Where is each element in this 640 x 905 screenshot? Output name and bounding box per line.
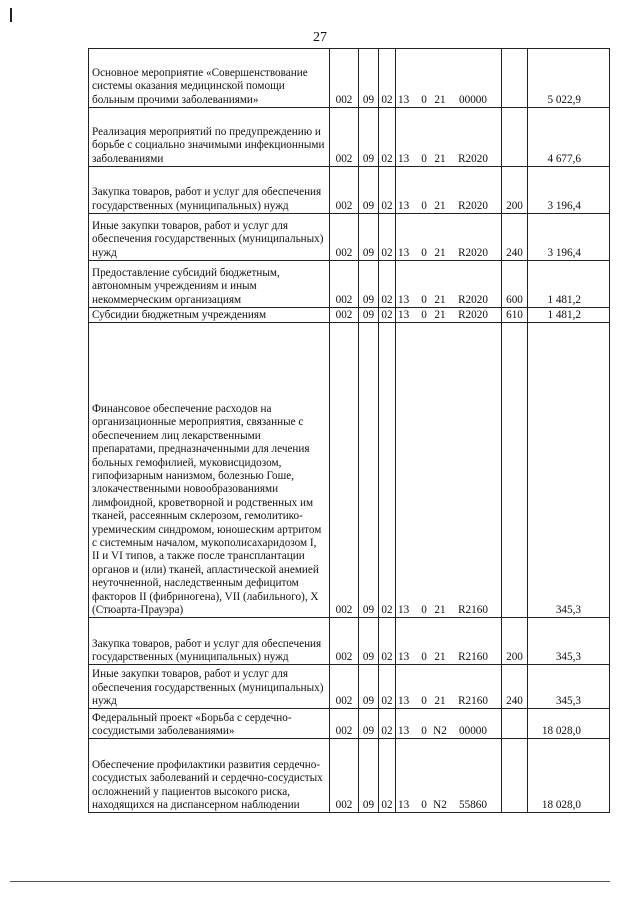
budget-table — [88, 48, 610, 813]
direction-code: R2020 — [458, 199, 488, 212]
subprogram-code: 0 — [421, 199, 427, 212]
expense-type-code: 600 — [502, 261, 528, 308]
subprogram-code: 0 — [421, 651, 427, 663]
target-article-code — [396, 214, 502, 261]
direction-code: R2020 — [458, 309, 488, 321]
section-code: 09 — [359, 665, 379, 709]
subsection-code: 02 — [379, 323, 396, 618]
expense-type-code: 610 — [502, 308, 528, 323]
row-name: Федеральный проект «Борьба с сердечно-сосудистыми заболеваниями» — [89, 709, 330, 739]
program-code: 13 — [398, 309, 410, 321]
subprogram-code: 0 — [421, 309, 427, 321]
event-code: N2 — [433, 725, 447, 737]
section-code: 09 — [359, 618, 379, 665]
event-code: 21 — [434, 199, 446, 212]
section-code: 09 — [359, 739, 379, 813]
target-article-code — [396, 665, 502, 709]
amount: 345,3 — [528, 323, 610, 618]
grbs-code: 002 — [330, 167, 359, 214]
subprogram-code: 0 — [421, 246, 427, 259]
program-code: 13 — [398, 695, 410, 707]
subprogram-code: 0 — [421, 695, 427, 707]
subsection-code: 02 — [379, 709, 396, 739]
table-row — [89, 261, 610, 308]
direction-code: 00000 — [459, 93, 487, 106]
grbs-code: 002 — [330, 261, 359, 308]
table-row — [89, 618, 610, 665]
program-code: 13 — [398, 799, 410, 811]
event-code: N2 — [433, 799, 447, 811]
target-article-code — [396, 108, 502, 167]
section-code: 09 — [359, 308, 379, 323]
table-row — [89, 49, 610, 108]
section-code: 09 — [359, 323, 379, 618]
direction-code: R2020 — [458, 246, 488, 259]
expense-type-code — [502, 323, 528, 618]
expense-type-code: 240 — [502, 214, 528, 261]
expense-type-code: 200 — [502, 618, 528, 665]
target-article-code — [396, 167, 502, 214]
table-row — [89, 323, 610, 618]
amount: 5 022,9 — [528, 49, 610, 108]
target-article-code — [396, 709, 502, 739]
target-article-code — [396, 739, 502, 813]
direction-code: R2020 — [458, 293, 488, 306]
expense-type-code — [502, 739, 528, 813]
direction-code: 00000 — [459, 725, 487, 737]
table-row — [89, 108, 610, 167]
subsection-code: 02 — [379, 308, 396, 323]
subsection-code: 02 — [379, 261, 396, 308]
direction-code: R2020 — [458, 152, 488, 165]
expense-type-code — [502, 108, 528, 167]
event-code: 21 — [434, 293, 446, 306]
direction-code: R2160 — [458, 695, 488, 707]
table-row — [89, 665, 610, 709]
target-article-code — [396, 618, 502, 665]
section-code: 09 — [359, 49, 379, 108]
target-article-code — [396, 323, 502, 618]
expense-type-code: 200 — [502, 167, 528, 214]
amount: 345,3 — [528, 665, 610, 709]
program-code: 13 — [398, 651, 410, 663]
amount: 18 028,0 — [528, 739, 610, 813]
amount: 18 028,0 — [528, 709, 610, 739]
subsection-code: 02 — [379, 49, 396, 108]
section-code: 09 — [359, 167, 379, 214]
subprogram-code: 0 — [421, 293, 427, 306]
program-code: 13 — [398, 199, 410, 212]
page-number: 27 — [313, 30, 327, 45]
target-article-code — [396, 261, 502, 308]
amount: 345,3 — [528, 618, 610, 665]
table-row — [89, 308, 610, 323]
direction-code: R2160 — [458, 651, 488, 663]
row-name: Закупка товаров, работ и услуг для обеспечения государственных (муниципальных) нужд — [89, 167, 330, 214]
subsection-code: 02 — [379, 214, 396, 261]
grbs-code: 002 — [330, 49, 359, 108]
row-name: Иные закупки товаров, работ и услуг для обеспечения государственных (муниципальных) нужд — [89, 665, 330, 709]
grbs-code: 002 — [330, 108, 359, 167]
row-name: Субсидии бюджетным учреждениям — [89, 308, 330, 323]
subsection-code: 02 — [379, 665, 396, 709]
program-code: 13 — [398, 725, 410, 737]
scan-edge-mark — [10, 8, 12, 22]
section-code: 09 — [359, 709, 379, 739]
subsection-code: 02 — [379, 108, 396, 167]
subprogram-code: 0 — [421, 799, 427, 811]
direction-code: R2160 — [458, 604, 488, 616]
event-code: 21 — [434, 152, 446, 165]
grbs-code: 002 — [330, 308, 359, 323]
program-code: 13 — [398, 293, 410, 306]
expense-type-code — [502, 709, 528, 739]
expense-type-code — [502, 49, 528, 108]
grbs-code: 002 — [330, 739, 359, 813]
program-code: 13 — [398, 246, 410, 259]
expense-type-code: 240 — [502, 665, 528, 709]
section-code: 09 — [359, 261, 379, 308]
amount: 3 196,4 — [528, 214, 610, 261]
grbs-code: 002 — [330, 323, 359, 618]
subprogram-code: 0 — [421, 93, 427, 106]
page-bottom-rule — [10, 881, 610, 882]
event-code: 21 — [434, 93, 446, 106]
table-row — [89, 709, 610, 739]
row-name: Основное мероприятие «Совершенствование системы оказания медицинской помощи больным прочими заболеваниями» — [89, 49, 330, 108]
subprogram-code: 0 — [421, 152, 427, 165]
event-code: 21 — [434, 651, 446, 663]
row-name: Реализация мероприятий по предупреждению и борьбе с социально значимыми инфекционными заболеваниями — [89, 108, 330, 167]
row-name: Обеспечение профилактики развития сердечно-сосудистых заболеваний и сердечно-сосудистых осложнений у пациентов высокого риска, находящихся на диспансерном наблюдении — [89, 739, 330, 813]
amount: 4 677,6 — [528, 108, 610, 167]
table-row — [89, 214, 610, 261]
section-code: 09 — [359, 108, 379, 167]
row-name: Финансовое обеспечение расходов на организационные мероприятия, связанные с обеспечением лиц лекарственными препаратами, предназначенными для лечения больных гемофилией, муковисцидозом, гипофизарным нанизмом, болезнью Гоше, злокачественными новообразованиями лимфоидной, кроветворной и родственных им тканей, рассеянным склерозом, гемолитико-уремическим синдромом, юношеским артритом с системным началом, мукополисахаридозом I, II и VI типов, а также после трансплантации органов и (или) тканей, апластической анемией неуточненной, наследственным дефицитом факторов II (фибриногена), VII (лабильного), X (Стюарта-Прауэра) — [89, 323, 330, 618]
grbs-code: 002 — [330, 665, 359, 709]
amount: 1 481,2 — [528, 261, 610, 308]
table-row — [89, 167, 610, 214]
program-code: 13 — [398, 152, 410, 165]
subsection-code: 02 — [379, 739, 396, 813]
event-code: 21 — [434, 604, 446, 616]
event-code: 21 — [434, 695, 446, 707]
subprogram-code: 0 — [421, 725, 427, 737]
row-name: Закупка товаров, работ и услуг для обеспечения государственных (муниципальных) нужд — [89, 618, 330, 665]
direction-code: 55860 — [459, 799, 487, 811]
subsection-code: 02 — [379, 167, 396, 214]
amount: 1 481,2 — [528, 308, 610, 323]
table-row — [89, 739, 610, 813]
section-code: 09 — [359, 214, 379, 261]
subsection-code: 02 — [379, 618, 396, 665]
amount: 3 196,4 — [528, 167, 610, 214]
grbs-code: 002 — [330, 214, 359, 261]
target-article-code — [396, 308, 502, 323]
row-name: Предоставление субсидий бюджетным, автономным учреждениям и иным некоммерческим организациям — [89, 261, 330, 308]
row-name: Иные закупки товаров, работ и услуг для обеспечения государственных (муниципальных) нужд — [89, 214, 330, 261]
grbs-code: 002 — [330, 709, 359, 739]
grbs-code: 002 — [330, 618, 359, 665]
program-code: 13 — [398, 93, 410, 106]
event-code: 21 — [434, 246, 446, 259]
target-article-code — [396, 49, 502, 108]
subprogram-code: 0 — [421, 604, 427, 616]
program-code: 13 — [398, 604, 410, 616]
event-code: 21 — [434, 309, 446, 321]
